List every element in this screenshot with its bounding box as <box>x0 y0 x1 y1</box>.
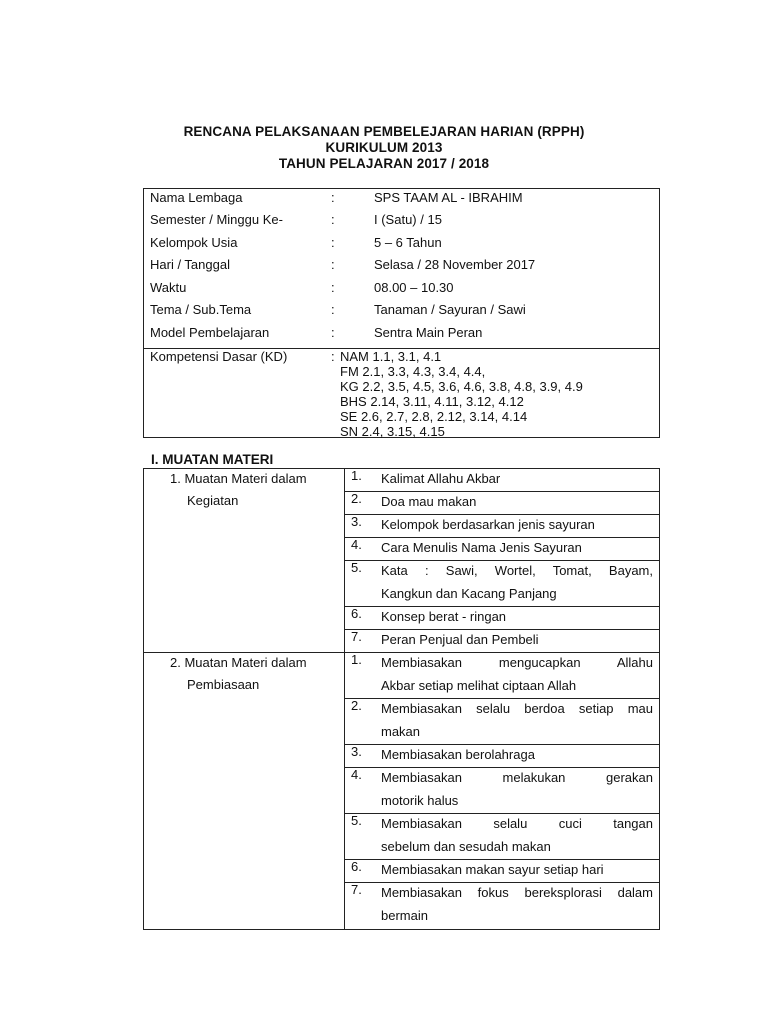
academic-year-title: TAHUN PELAJARAN 2017 / 2018 <box>278 156 490 171</box>
identity-label: Tema / Sub.Tema <box>150 302 252 317</box>
materi-table <box>143 468 660 930</box>
item-number: 2. <box>351 491 362 506</box>
kompetensi-line: SE 2.6, 2.7, 2.8, 2.12, 3.14, 4.14 <box>340 409 528 424</box>
item-text: Doa mau makan <box>381 494 477 509</box>
item-text: Membiasakan makan sayur setiap hari <box>381 862 604 877</box>
identity-colon: : <box>331 302 335 317</box>
identity-value: Tanaman / Sayuran / Sawi <box>374 302 526 317</box>
list-item <box>345 515 659 537</box>
identity-value: Sentra Main Peran <box>374 325 483 340</box>
identity-colon: : <box>331 190 335 205</box>
list-item <box>345 492 659 514</box>
item-text-continued: bermain <box>381 908 428 923</box>
identity-row <box>144 299 659 321</box>
item-number: 6. <box>351 606 362 621</box>
document-title: RENCANA PELAKSANAAN PEMBELEJARAN HARIAN (RPPH) <box>183 124 585 139</box>
group-subtitle: Pembiasaan <box>187 677 260 692</box>
item-text: Membiasakan mengucapkan Allahu <box>381 655 653 670</box>
list-item <box>345 561 659 606</box>
item-text-continued: sebelum dan sesudah makan <box>381 839 551 854</box>
group-title: 2. Muatan Materi dalam <box>170 655 307 670</box>
item-number: 1. <box>351 468 362 483</box>
identity-row <box>144 277 659 299</box>
curriculum-title: KURIKULUM 2013 <box>325 140 443 155</box>
group-subtitle: Kegiatan <box>187 493 239 508</box>
list-item <box>345 745 659 767</box>
item-text-continued: motorik halus <box>381 793 459 808</box>
item-text: Kata : Sawi, Wortel, Tomat, Bayam, <box>381 563 653 578</box>
identity-value: SPS TAAM AL - IBRAHIM <box>374 190 523 205</box>
identity-value: I (Satu) / 15 <box>374 212 442 227</box>
list-item <box>345 768 659 813</box>
identity-value: 08.00 – 10.30 <box>374 280 454 295</box>
section-heading: I. MUATAN MATERI <box>151 452 274 467</box>
item-number: 2. <box>351 698 362 713</box>
kompetensi-line: BHS 2.14, 3.11, 4.11, 3.12, 4.12 <box>340 394 524 409</box>
item-text: Konsep berat - ringan <box>381 609 507 624</box>
item-text-continued: Kangkun dan Kacang Panjang <box>381 586 557 601</box>
kompetensi-list <box>340 349 583 439</box>
list-item <box>345 883 659 929</box>
item-text: Membiasakan fokus bereksplorasi dalam <box>381 885 653 900</box>
list-item <box>345 814 659 859</box>
kompetensi-line: FM 2.1, 3.3, 4.3, 3.4, 4.4, <box>340 364 486 379</box>
item-number: 4. <box>351 537 362 552</box>
kompetensi-line: NAM 1.1, 3.1, 4.1 <box>340 349 442 364</box>
item-number: 6. <box>351 859 362 874</box>
item-text: Membiasakan berolahraga <box>381 747 535 762</box>
list-item <box>345 607 659 629</box>
identity-label: Nama Lembaga <box>150 190 243 205</box>
item-number: 5. <box>351 813 362 828</box>
item-text: Peran Penjual dan Pembeli <box>381 632 539 647</box>
identity-label: Model Pembelajaran <box>150 325 270 340</box>
list-item <box>345 653 659 698</box>
identity-row <box>144 322 659 344</box>
kompetensi-line: KG 2.2, 3.5, 4.5, 3.6, 4.6, 3.8, 4.8, 3.9, 4.9 <box>340 379 583 394</box>
list-item <box>345 469 659 491</box>
identity-label: Hari / Tanggal <box>150 257 230 272</box>
identity-row <box>144 254 659 276</box>
item-text: Kalimat Allahu Akbar <box>381 471 501 486</box>
list-item <box>345 699 659 744</box>
item-number: 5. <box>351 560 362 575</box>
identity-value: Selasa / 28 November 2017 <box>374 257 536 272</box>
identity-table <box>143 188 660 438</box>
item-number: 3. <box>351 744 362 759</box>
list-item <box>345 630 659 652</box>
item-number: 4. <box>351 767 362 782</box>
item-text: Membiasakan melakukan gerakan <box>381 770 653 785</box>
item-text-continued: Akbar setiap melihat ciptaan Allah <box>381 678 577 693</box>
list-item <box>345 538 659 560</box>
kompetensi-colon: : <box>331 349 335 364</box>
item-number: 7. <box>351 882 362 897</box>
identity-colon: : <box>331 235 335 250</box>
item-text: Cara Menulis Nama Jenis Sayuran <box>381 540 582 555</box>
identity-colon: : <box>331 280 335 295</box>
kompetensi-label: Kompetensi Dasar (KD) <box>150 349 288 364</box>
identity-label: Semester / Minggu Ke- <box>150 212 283 227</box>
identity-colon: : <box>331 212 335 227</box>
list-item <box>345 860 659 882</box>
identity-colon: : <box>331 325 335 340</box>
kompetensi-line: SN 2.4, 3.15, 4.15 <box>340 424 445 439</box>
identity-row <box>144 187 659 209</box>
identity-row <box>144 209 659 231</box>
item-text-continued: makan <box>381 724 421 739</box>
item-number: 7. <box>351 629 362 644</box>
group-title: 1. Muatan Materi dalam <box>170 471 307 486</box>
identity-value: 5 – 6 Tahun <box>374 235 442 250</box>
item-text: Membiasakan selalu cuci tangan <box>381 816 653 831</box>
identity-label: Waktu <box>150 280 187 295</box>
item-text: Kelompok berdasarkan jenis sayuran <box>381 517 595 532</box>
item-number: 3. <box>351 514 362 529</box>
item-text: Membiasakan selalu berdoa setiap mau <box>381 701 653 716</box>
identity-label: Kelompok Usia <box>150 235 238 250</box>
identity-colon: : <box>331 257 335 272</box>
identity-row <box>144 232 659 254</box>
item-number: 1. <box>351 652 362 667</box>
